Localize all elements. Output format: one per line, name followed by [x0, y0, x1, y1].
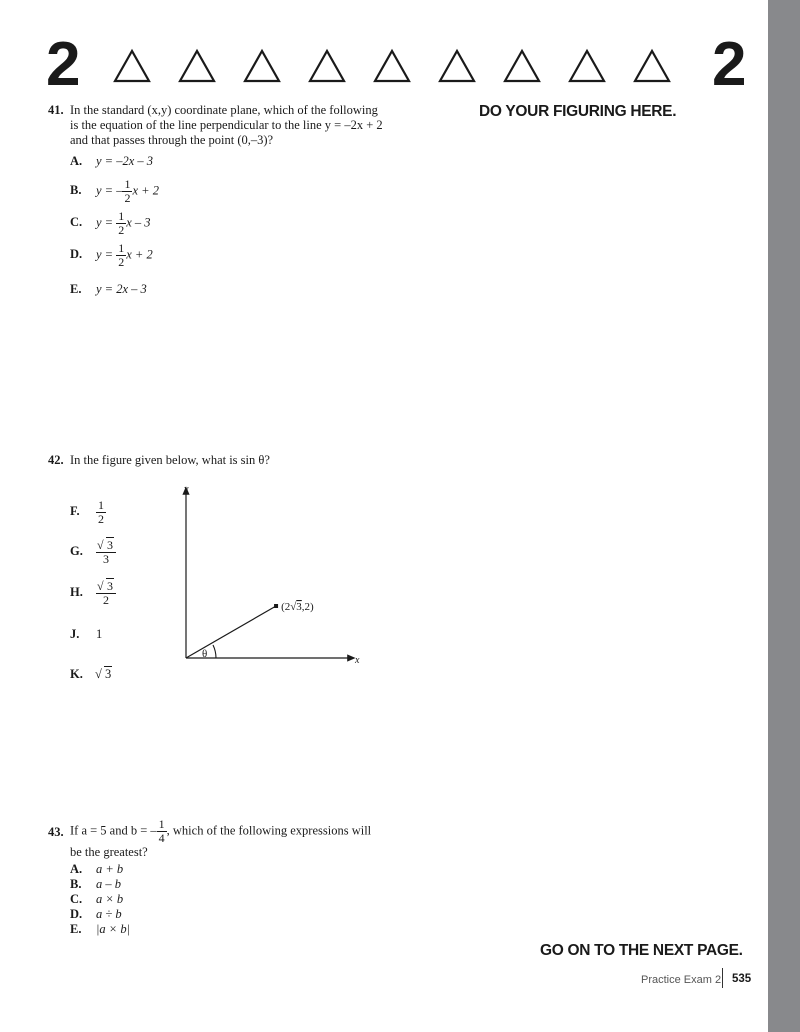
- option-label: B.: [70, 183, 82, 198]
- triangle-icon: [180, 51, 214, 81]
- option-expression: y = –2x – 3: [96, 154, 154, 168]
- figuring-label: DO YOUR FIGURING HERE.: [479, 103, 677, 120]
- option-expression: a ÷ b: [96, 907, 122, 921]
- angle-arc: [213, 645, 216, 658]
- question-43-line-1: If a = 5 and b = – $\frac{1}{4}$ , which of the following expressions will: [70, 817, 372, 845]
- option-expression-pre: y =: [96, 215, 117, 230]
- triangle-icon: [505, 51, 539, 81]
- option-label: H.: [70, 585, 83, 600]
- option-expression: y = 2x – 3: [96, 282, 147, 296]
- option-label: C.: [70, 215, 83, 230]
- fraction-numerator: 1: [158, 817, 165, 831]
- triangle-icon: [115, 51, 149, 81]
- option-label: K.: [70, 667, 83, 681]
- fraction-denominator: 2: [124, 191, 131, 205]
- option-label: D.: [70, 247, 83, 262]
- question-41-number: 41.: [48, 103, 64, 117]
- question-43-option-b[interactable]: [70, 877, 121, 892]
- question-42-number: 42.: [48, 453, 64, 467]
- option-expression-post: x + 2: [126, 247, 153, 262]
- fraction: [116, 210, 126, 237]
- fraction: [96, 539, 116, 566]
- fraction-denominator: 2: [118, 255, 125, 269]
- option-expression-pre: y =: [96, 247, 117, 262]
- question-42-option-k[interactable]: [70, 667, 112, 682]
- question-42-text: In the figure given below, what is sin θ?: [70, 453, 270, 467]
- question-41-line-2: is the equation of the line perpendicular to the line y = –2x + 2: [70, 118, 383, 132]
- option-expression: a – b: [96, 877, 121, 891]
- footer-divider: [722, 968, 723, 988]
- page-number: 535: [732, 973, 752, 985]
- question-43-option-c[interactable]: [70, 892, 123, 907]
- point-marker: [274, 604, 278, 608]
- fraction-denominator: 2: [103, 593, 109, 607]
- option-label: G.: [70, 544, 83, 559]
- fraction-numerator: 1: [118, 241, 125, 255]
- point-label: (2√3,2): [281, 601, 314, 613]
- question-43-text: [70, 818, 400, 860]
- angle-figure: [170, 482, 370, 672]
- triangle-icon: [310, 51, 344, 81]
- question-42-option-g[interactable]: [70, 539, 116, 566]
- option-label: E.: [70, 282, 82, 296]
- option-expression-post: x + 2: [132, 183, 159, 198]
- question-41-line-1: In the standard (x,y) coordinate plane, which of the following: [70, 103, 378, 117]
- fraction-numerator: 1: [118, 209, 125, 223]
- triangle-icon: [245, 51, 279, 81]
- y-axis-label: y: [184, 484, 189, 495]
- fraction-denominator: 4: [158, 831, 165, 845]
- square-root: √ 3: [98, 580, 114, 593]
- question-43-number: 43.: [48, 825, 64, 839]
- exam-label: Practice Exam 2: [641, 974, 722, 986]
- question-41-option-a[interactable]: [70, 154, 153, 169]
- option-expression: |a × b|: [96, 922, 131, 936]
- section-number-right: 2: [712, 30, 747, 99]
- fraction-numerator: 1: [124, 177, 131, 191]
- section-number-left: 2: [46, 30, 81, 99]
- fraction: [96, 499, 106, 526]
- option-label: E.: [70, 922, 82, 936]
- question-43-option-e[interactable]: [70, 922, 130, 937]
- question-43-option-a[interactable]: [70, 862, 123, 877]
- fraction: [122, 178, 132, 205]
- option-expression: a + b: [96, 862, 124, 876]
- triangle-icon: [440, 51, 474, 81]
- question-41-line-3: and that passes through the point (0,–3)?: [70, 133, 274, 147]
- fraction-numerator: [96, 539, 116, 553]
- fraction-numerator: 1: [98, 498, 104, 512]
- triangle-icon: [635, 51, 669, 81]
- question-43-option-d[interactable]: [70, 907, 122, 922]
- option-label: D.: [70, 907, 83, 921]
- option-label: F.: [70, 504, 80, 519]
- go-on-label: GO ON TO THE NEXT PAGE.: [540, 942, 743, 959]
- option-expression-post: x – 3: [126, 215, 151, 230]
- option-label: A.: [70, 154, 83, 168]
- square-root: √ 3: [96, 667, 112, 682]
- triangle-icon: [570, 51, 604, 81]
- square-root: √ 3: [98, 539, 114, 552]
- fraction: [116, 242, 126, 269]
- option-label: B.: [70, 877, 82, 891]
- header-triangle-row: [112, 48, 672, 88]
- option-expression: a × b: [96, 892, 124, 906]
- fraction-denominator: 2: [118, 223, 125, 237]
- fraction-denominator: 2: [98, 512, 104, 526]
- question-41-option-d[interactable]: [70, 242, 153, 269]
- triangle-icon: [375, 51, 409, 81]
- option-label: C.: [70, 892, 83, 906]
- question-43-line-2: be the greatest?: [70, 845, 148, 859]
- question-41-option-b[interactable]: [70, 178, 159, 205]
- option-label: J.: [70, 627, 80, 641]
- fraction: [157, 818, 167, 845]
- question-41-option-c[interactable]: [70, 210, 151, 237]
- option-value: 1: [96, 627, 103, 641]
- question-42-option-h[interactable]: [70, 580, 116, 607]
- question-41-text: [70, 103, 385, 148]
- option-label: A.: [70, 862, 83, 876]
- fraction-numerator: [96, 580, 116, 594]
- page-edge-tab: [768, 0, 800, 1032]
- theta-label: θ: [202, 648, 208, 660]
- terminal-ray: [186, 606, 276, 658]
- fraction: [96, 580, 116, 607]
- question-42-option-f[interactable]: [70, 499, 106, 526]
- fraction-denominator: 3: [103, 552, 109, 566]
- question-41-option-e[interactable]: [70, 282, 147, 297]
- option-expression-pre: y = –: [96, 183, 123, 198]
- question-42-option-j[interactable]: [70, 627, 102, 642]
- x-axis-label: x: [355, 655, 360, 666]
